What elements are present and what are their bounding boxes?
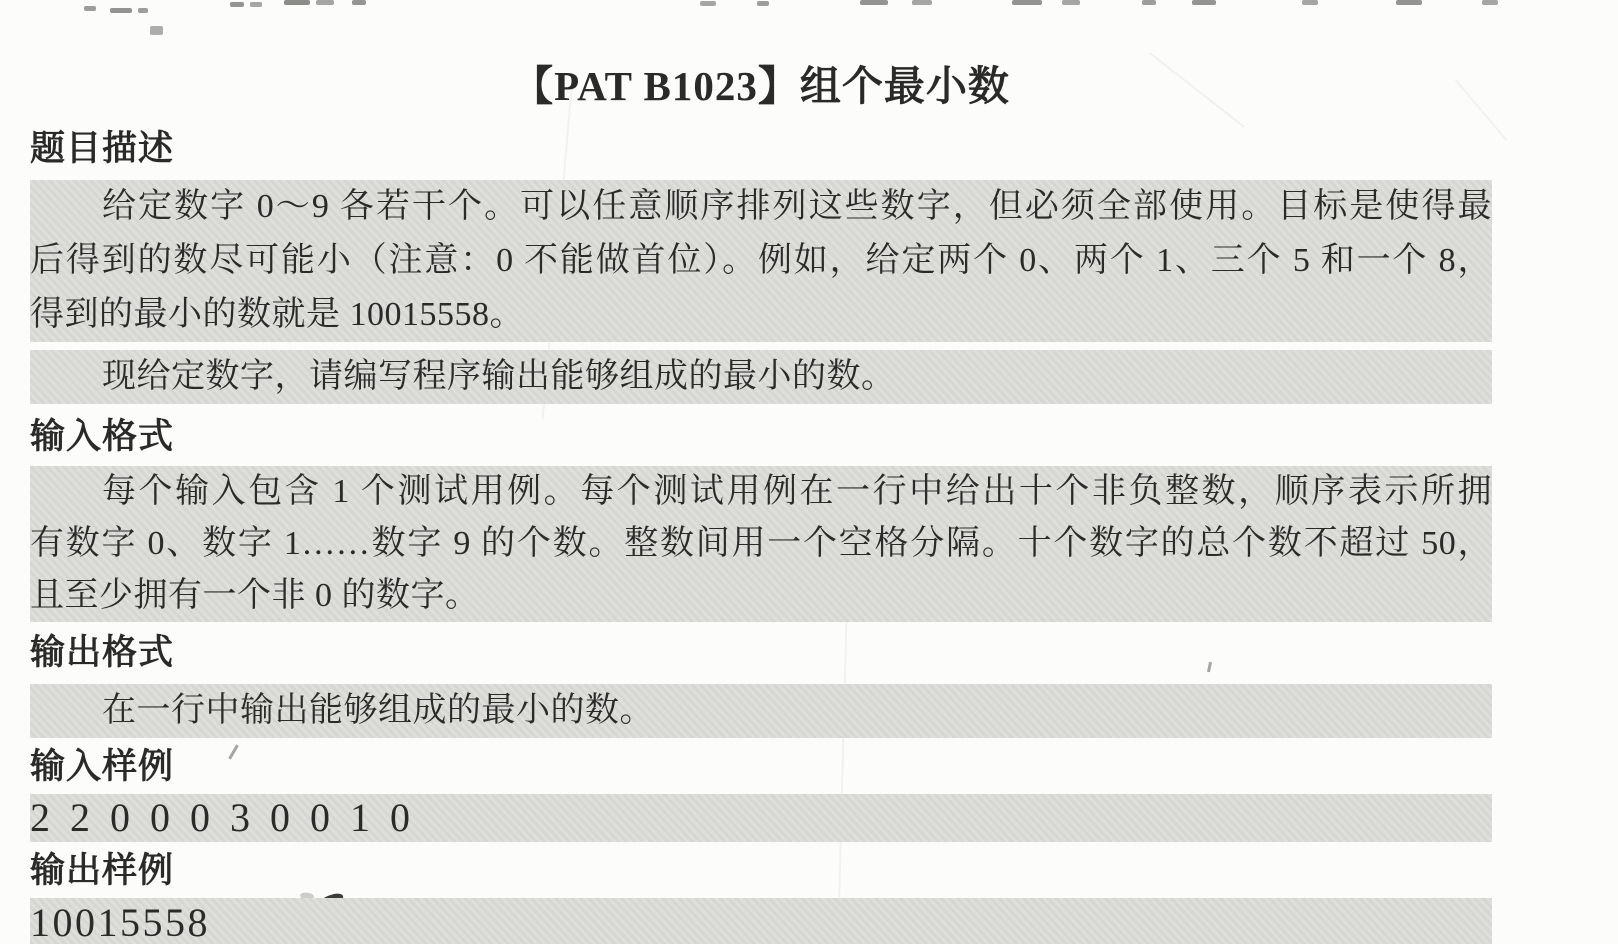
document-content xyxy=(30,0,1492,944)
text-line: 给定数字 0～9 各若干个。可以任意顺序排列这些数字，但必须全部使用。目标是使得最 xyxy=(102,188,1492,225)
sample-input-value: 2 2 0 0 0 3 0 0 1 0 xyxy=(30,794,1492,842)
text-line: 每个输入包含 1 个测试用例。每个测试用例在一行中给出十个非负整数，顺序表示所拥 xyxy=(102,473,1492,510)
output-format-paragraph xyxy=(30,684,1492,738)
text-line: 且至少拥有一个非 0 的数字。 xyxy=(30,577,480,614)
description-paragraph-2 xyxy=(30,350,1492,404)
text-line: 现给定数字，请编写程序输出能够组成的最小的数。 xyxy=(102,358,896,395)
section-heading-sample-output: 输出样例 xyxy=(30,851,175,890)
text-line: 有数字 0、数字 1……数字 9 的个数。整数间用一个空格分隔。十个数字的总个数不超过 50， xyxy=(30,525,1492,562)
text-line: 得到的最小的数就是 10015558。 xyxy=(30,296,524,333)
sample-output-value: 10015558 xyxy=(30,898,1492,944)
description-paragraph-1 xyxy=(30,180,1492,342)
text-line: 在一行中输出能够组成的最小的数。 xyxy=(102,692,654,729)
section-heading-output-format: 输出格式 xyxy=(30,633,175,672)
text-line: 后得到的数尽可能小（注意：0 不能做首位）。例如，给定两个 0、两个 1、三个 5 和一个 8， xyxy=(30,242,1492,279)
section-heading-description: 题目描述 xyxy=(30,129,175,168)
section-heading-input-format: 输入格式 xyxy=(30,417,175,456)
input-format-paragraph xyxy=(30,466,1492,622)
page-title: 【PAT B1023】组个最小数 xyxy=(512,63,1010,109)
section-heading-sample-input: 输入样例 xyxy=(30,747,175,786)
